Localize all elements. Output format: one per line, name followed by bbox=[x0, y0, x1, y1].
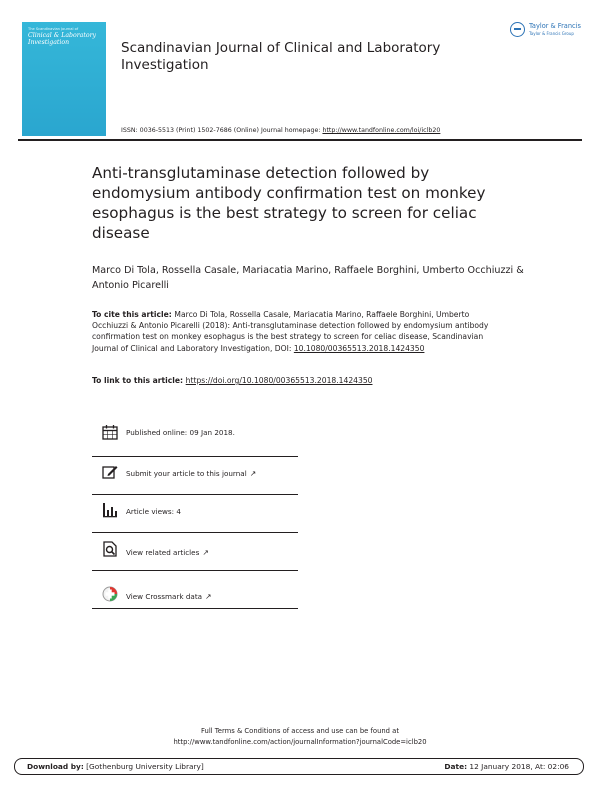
related-articles-icon bbox=[102, 541, 118, 557]
published-row bbox=[92, 418, 298, 457]
download-date bbox=[444, 762, 569, 771]
related-articles-text: View related articles bbox=[126, 548, 200, 557]
crossmark-row[interactable] bbox=[92, 570, 298, 609]
article-link-label: To link to this article: bbox=[92, 376, 186, 385]
citation-label: To cite this article: bbox=[92, 310, 175, 319]
citation bbox=[92, 309, 492, 354]
journal-homepage-link[interactable]: http://www.tandfonline.com/loi/iclb20 bbox=[322, 127, 441, 134]
article-views: Article views: 4 bbox=[126, 507, 181, 516]
cover-title: Clinical & Laboratory Investigation bbox=[28, 32, 97, 46]
download-date-label: Date: bbox=[444, 762, 468, 771]
views-row bbox=[92, 494, 298, 533]
terms-link[interactable]: http://www.tandfonline.com/action/journalInformation?journalCode=iclb20 bbox=[173, 737, 427, 746]
journal-cover-image bbox=[22, 22, 106, 136]
published-date: Published online: 09 Jan 2018. bbox=[126, 428, 235, 437]
download-info-bar bbox=[14, 758, 584, 775]
terms-line-1: Full Terms & Conditions of access and use can be found at bbox=[201, 727, 399, 735]
publisher-name: Taylor & Francis bbox=[529, 22, 581, 30]
download-date-value: 12 January 2018, At: 02:06 bbox=[467, 762, 569, 771]
downloaded-by-value: [Gothenburg University Library] bbox=[83, 762, 204, 771]
related-articles-link[interactable] bbox=[126, 548, 209, 557]
citation-text: Marco Di Tola, Rossella Casale, Mariacatia Marino, Raffaele Borghini, Umberto Occhiuzzi & Antonio Picarelli (2018): Anti-transglutaminase detection followed by endomysium antibody confirmation test on monkey esophagus is the best strategy to screen for celiac disease, Scandinavian Journal of Clinical and Laboratory Investigation, DOI: bbox=[92, 310, 489, 353]
article-authors: Marco Di Tola, Rossella Casale, Mariacatia Marino, Raffaele Borghini, Umberto Occhiuzzi & Antonio Picarelli bbox=[92, 265, 524, 291]
publisher-subname: Taylor & Francis Group bbox=[529, 31, 574, 36]
submit-row[interactable] bbox=[92, 456, 298, 495]
header-divider bbox=[18, 139, 582, 141]
submit-article-link[interactable] bbox=[126, 469, 256, 478]
publisher-logo[interactable] bbox=[508, 19, 584, 41]
article-doi-link[interactable]: https://doi.org/10.1080/00365513.2018.1424350 bbox=[185, 376, 373, 385]
cover-small-text: The Scandinavian Journal of bbox=[28, 27, 79, 31]
bar-chart-icon bbox=[102, 502, 118, 518]
issn-text: ISSN: 0036-5513 (Print) 1502-7686 (Online) Journal homepage: bbox=[121, 127, 323, 134]
calendar-icon bbox=[102, 424, 118, 440]
article-title: Anti-transglutaminase detection followed by endomysium antibody confirmation test on monkey esophagus is the best strategy to screen for celiac disease bbox=[92, 164, 486, 242]
external-link-icon: ↗ bbox=[249, 469, 257, 478]
citation-doi-link[interactable]: 10.1080/00365513.2018.1424350 bbox=[293, 343, 425, 353]
submit-article-text: Submit your article to this journal bbox=[126, 469, 247, 478]
related-row[interactable] bbox=[92, 532, 298, 571]
terms-conditions bbox=[0, 726, 600, 747]
crossmark-link[interactable] bbox=[126, 592, 211, 601]
crossmark-icon bbox=[102, 586, 118, 602]
publisher-logo-icon bbox=[510, 22, 525, 37]
external-link-icon: ↗ bbox=[202, 548, 209, 557]
downloaded-by-label: Download by: bbox=[27, 762, 84, 771]
downloaded-by bbox=[27, 762, 204, 771]
article-link-line bbox=[92, 376, 372, 385]
issn-line bbox=[121, 127, 440, 134]
journal-title: Scandinavian Journal of Clinical and Laboratory Investigation bbox=[121, 40, 441, 73]
crossmark-text: View Crossmark data bbox=[126, 592, 203, 601]
pencil-edit-icon bbox=[102, 464, 118, 480]
external-link-icon: ↗ bbox=[205, 592, 212, 601]
